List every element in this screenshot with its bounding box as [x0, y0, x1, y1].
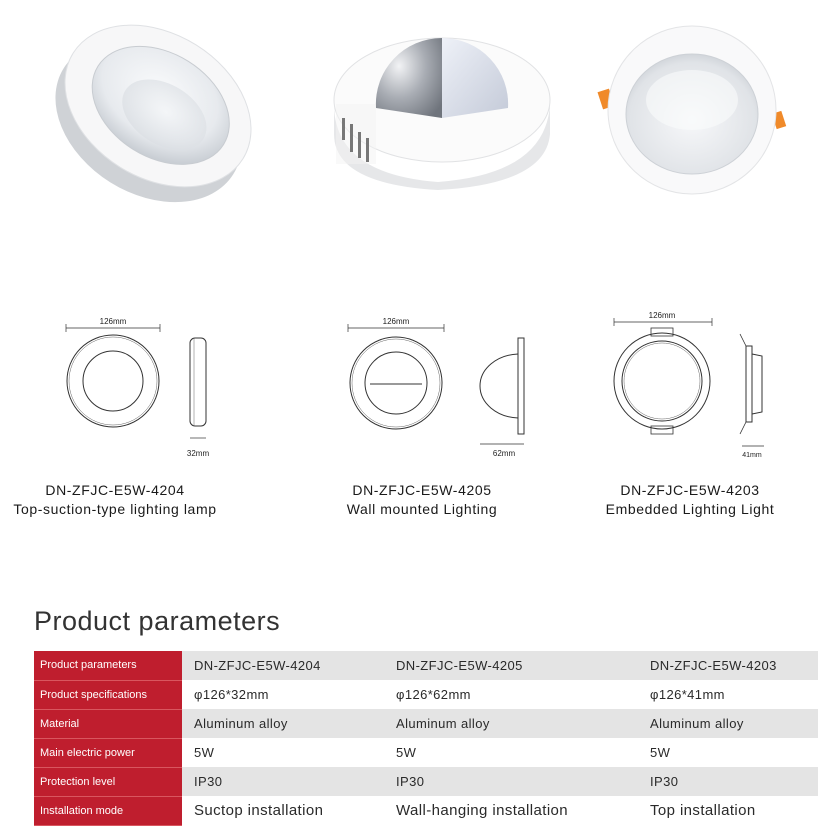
- table-row: [34, 738, 818, 767]
- table-cell: φ126*32mm: [182, 680, 388, 709]
- product-name: Embedded Lighting Light: [605, 501, 775, 517]
- params-table: [34, 651, 818, 826]
- table-cell: Top installation: [614, 796, 818, 825]
- table-cell: IP30: [182, 767, 388, 796]
- section-title: Product parameters: [34, 606, 281, 636]
- table-cell: DN-ZFJC-E5W-4203: [614, 651, 818, 680]
- table-cell: DN-ZFJC-E5W-4204: [182, 651, 388, 680]
- product-model: DN-ZFJC-E5W-4205: [352, 482, 492, 498]
- table-row: [34, 680, 818, 709]
- row-label: Product specifications: [34, 680, 182, 709]
- product-photo-4203: [592, 20, 792, 200]
- product-caption-4205: [292, 481, 552, 519]
- product-name: Top-suction-type lighting lamp: [13, 501, 217, 517]
- table-row: [34, 651, 818, 680]
- table-cell: 5W: [182, 738, 388, 767]
- table-cell: Aluminum alloy: [388, 709, 614, 738]
- dim-height-4204: 32mm: [186, 449, 210, 458]
- row-label: Product parameters: [34, 651, 182, 680]
- table-cell: Aluminum alloy: [614, 709, 818, 738]
- product-caption-4204: [0, 481, 245, 519]
- drawing-4204: [58, 314, 228, 464]
- table-cell: Wall-hanging installation: [388, 796, 614, 825]
- table-cell: DN-ZFJC-E5W-4205: [388, 651, 614, 680]
- table-row: [34, 709, 818, 738]
- table-row: [34, 767, 818, 796]
- drawing-4203: [606, 306, 786, 466]
- table-cell: φ126*41mm: [614, 680, 818, 709]
- row-label: Main electric power: [34, 738, 182, 767]
- product-caption-4203: [560, 481, 820, 519]
- table-cell: IP30: [614, 767, 818, 796]
- table-row: [34, 796, 818, 825]
- row-label: Installation mode: [34, 796, 182, 825]
- row-label: Material: [34, 709, 182, 738]
- dim-height-4203: 41mm: [742, 452, 762, 459]
- product-name: Wall mounted Lighting: [346, 501, 498, 517]
- dim-diameter-4203: 126mm: [648, 311, 676, 320]
- table-cell: 5W: [614, 738, 818, 767]
- table-cell: IP30: [388, 767, 614, 796]
- row-label: Protection level: [34, 767, 182, 796]
- dim-diameter-4204: 126mm: [99, 317, 127, 326]
- drawing-4205: [340, 314, 540, 464]
- product-model: DN-ZFJC-E5W-4203: [620, 482, 760, 498]
- table-cell: Aluminum alloy: [182, 709, 388, 738]
- product-photo-4205: [328, 14, 558, 190]
- table-cell: φ126*62mm: [388, 680, 614, 709]
- table-cell: 5W: [388, 738, 614, 767]
- product-model: DN-ZFJC-E5W-4204: [45, 482, 185, 498]
- dim-height-4205: 62mm: [492, 449, 516, 458]
- dim-diameter-4205: 126mm: [382, 317, 410, 326]
- product-photo-4204: [38, 6, 278, 216]
- table-cell: Suctop installation: [182, 796, 388, 825]
